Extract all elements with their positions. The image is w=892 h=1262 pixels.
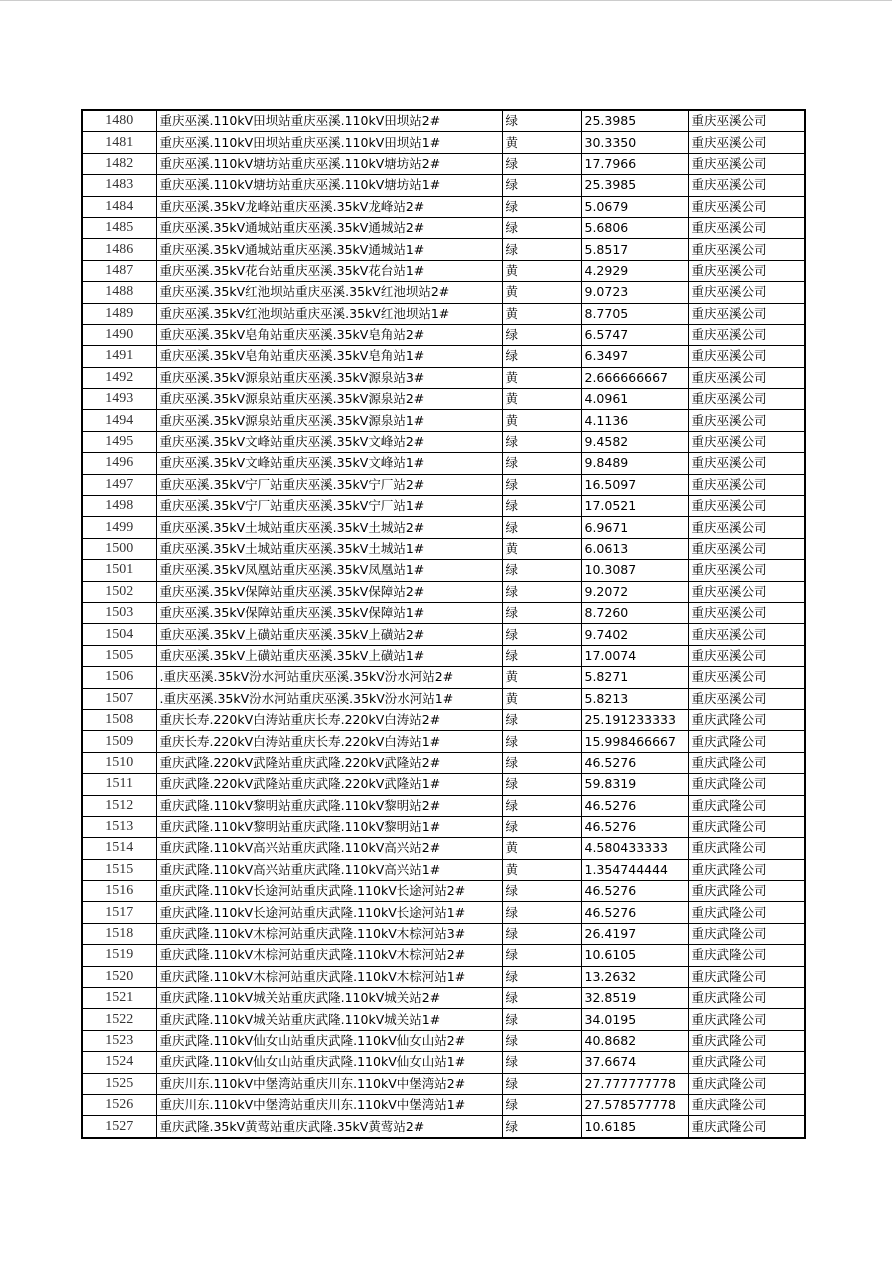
company-cell: 重庆武隆公司	[688, 966, 805, 987]
value-cell: 9.0723	[581, 282, 688, 303]
value-cell: 46.5276	[581, 752, 688, 773]
value-cell: 4.1136	[581, 410, 688, 431]
value-cell: 10.6185	[581, 1116, 688, 1138]
status-color-cell: 黄	[502, 367, 581, 388]
status-color-cell: 绿	[502, 945, 581, 966]
company-cell: 重庆巫溪公司	[688, 110, 805, 132]
value-cell: 25.191233333	[581, 709, 688, 730]
company-cell: 重庆巫溪公司	[688, 667, 805, 688]
table-row	[82, 688, 805, 709]
value-cell: 27.578577778	[581, 1094, 688, 1115]
status-color-cell: 绿	[502, 709, 581, 730]
company-cell: 重庆武隆公司	[688, 795, 805, 816]
value-cell: 17.0074	[581, 645, 688, 666]
value-cell: 9.7402	[581, 624, 688, 645]
company-cell: 重庆巫溪公司	[688, 581, 805, 602]
table-row	[82, 1009, 805, 1030]
value-cell: 17.0521	[581, 496, 688, 517]
status-color-cell: 绿	[502, 795, 581, 816]
company-cell: 重庆巫溪公司	[688, 175, 805, 196]
company-cell: 重庆武隆公司	[688, 752, 805, 773]
value-cell: 26.4197	[581, 923, 688, 944]
status-color-cell: 绿	[502, 1116, 581, 1138]
value-cell: 13.2632	[581, 966, 688, 987]
value-cell: 10.3087	[581, 560, 688, 581]
row-number-cell: 1495	[82, 431, 156, 452]
value-cell: 46.5276	[581, 902, 688, 923]
status-color-cell: 绿	[502, 153, 581, 174]
company-cell: 重庆武隆公司	[688, 816, 805, 837]
status-color-cell: 绿	[502, 902, 581, 923]
company-cell: 重庆巫溪公司	[688, 153, 805, 174]
row-number-cell: 1501	[82, 560, 156, 581]
company-cell: 重庆巫溪公司	[688, 431, 805, 452]
row-number-cell: 1504	[82, 624, 156, 645]
company-cell: 重庆巫溪公司	[688, 303, 805, 324]
station-name-cell: 重庆巫溪.35kV红池坝站重庆巫溪.35kV红池坝站2#	[156, 282, 502, 303]
status-color-cell: 绿	[502, 239, 581, 260]
company-cell: 重庆武隆公司	[688, 1030, 805, 1051]
station-name-cell: 重庆巫溪.35kV文峰站重庆巫溪.35kV文峰站2#	[156, 431, 502, 452]
table-row	[82, 453, 805, 474]
value-cell: 15.998466667	[581, 731, 688, 752]
row-number-cell: 1493	[82, 389, 156, 410]
station-name-cell: 重庆巫溪.35kV皂角站重庆巫溪.35kV皂角站2#	[156, 324, 502, 345]
company-cell: 重庆巫溪公司	[688, 239, 805, 260]
station-name-cell: 重庆武隆.110kV高兴站重庆武隆.110kV高兴站1#	[156, 859, 502, 880]
row-number-cell: 1518	[82, 923, 156, 944]
data-table	[81, 109, 806, 1139]
company-cell: 重庆巫溪公司	[688, 367, 805, 388]
table-row	[82, 752, 805, 773]
value-cell: 46.5276	[581, 795, 688, 816]
status-color-cell: 黄	[502, 132, 581, 153]
station-name-cell: 重庆巫溪.110kV塘坊站重庆巫溪.110kV塘坊站1#	[156, 175, 502, 196]
value-cell: 5.8517	[581, 239, 688, 260]
company-cell: 重庆武隆公司	[688, 709, 805, 730]
station-name-cell: 重庆武隆.110kV黎明站重庆武隆.110kV黎明站1#	[156, 816, 502, 837]
company-cell: 重庆巫溪公司	[688, 624, 805, 645]
table-row	[82, 966, 805, 987]
company-cell: 重庆武隆公司	[688, 1094, 805, 1115]
value-cell: 16.5097	[581, 474, 688, 495]
value-cell: 5.0679	[581, 196, 688, 217]
value-cell: 34.0195	[581, 1009, 688, 1030]
row-number-cell: 1500	[82, 538, 156, 559]
table-row	[82, 795, 805, 816]
station-name-cell: 重庆巫溪.35kV龙峰站重庆巫溪.35kV龙峰站2#	[156, 196, 502, 217]
table-row	[82, 196, 805, 217]
table-row	[82, 1116, 805, 1138]
row-number-cell: 1526	[82, 1094, 156, 1115]
value-cell: 1.354744444	[581, 859, 688, 880]
company-cell: 重庆巫溪公司	[688, 517, 805, 538]
table-row	[82, 667, 805, 688]
station-name-cell: 重庆川东.110kV中堡湾站重庆川东.110kV中堡湾站2#	[156, 1073, 502, 1094]
table-row	[82, 132, 805, 153]
company-cell: 重庆武隆公司	[688, 881, 805, 902]
company-cell: 重庆武隆公司	[688, 1052, 805, 1073]
table-row	[82, 581, 805, 602]
station-name-cell: 重庆武隆.110kV仙女山站重庆武隆.110kV仙女山站1#	[156, 1052, 502, 1073]
table-row	[82, 153, 805, 174]
station-name-cell: 重庆巫溪.35kV源泉站重庆巫溪.35kV源泉站1#	[156, 410, 502, 431]
value-cell: 25.3985	[581, 175, 688, 196]
status-color-cell: 绿	[502, 517, 581, 538]
status-color-cell: 绿	[502, 110, 581, 132]
status-color-cell: 绿	[502, 560, 581, 581]
value-cell: 9.4582	[581, 431, 688, 452]
value-cell: 4.580433333	[581, 838, 688, 859]
company-cell: 重庆巫溪公司	[688, 560, 805, 581]
status-color-cell: 黄	[502, 688, 581, 709]
table-row	[82, 389, 805, 410]
station-name-cell: 重庆武隆.220kV武隆站重庆武隆.220kV武隆站2#	[156, 752, 502, 773]
status-color-cell: 绿	[502, 881, 581, 902]
row-number-cell: 1516	[82, 881, 156, 902]
company-cell: 重庆巫溪公司	[688, 389, 805, 410]
table-row	[82, 538, 805, 559]
value-cell: 4.0961	[581, 389, 688, 410]
station-name-cell: 重庆武隆.35kV黄莺站重庆武隆.35kV黄莺站2#	[156, 1116, 502, 1138]
value-cell: 5.8271	[581, 667, 688, 688]
row-number-cell: 1509	[82, 731, 156, 752]
status-color-cell: 绿	[502, 474, 581, 495]
status-color-cell: 绿	[502, 923, 581, 944]
station-name-cell: 重庆长寿.220kV白涛站重庆长寿.220kV白涛站2#	[156, 709, 502, 730]
station-name-cell: 重庆武隆.110kV仙女山站重庆武隆.110kV仙女山站2#	[156, 1030, 502, 1051]
station-name-cell: 重庆巫溪.110kV田坝站重庆巫溪.110kV田坝站2#	[156, 110, 502, 132]
row-number-cell: 1496	[82, 453, 156, 474]
row-number-cell: 1508	[82, 709, 156, 730]
row-number-cell: 1483	[82, 175, 156, 196]
row-number-cell: 1505	[82, 645, 156, 666]
company-cell: 重庆武隆公司	[688, 731, 805, 752]
station-name-cell: 重庆巫溪.35kV保障站重庆巫溪.35kV保障站1#	[156, 602, 502, 623]
table-row	[82, 496, 805, 517]
table-row	[82, 410, 805, 431]
row-number-cell: 1490	[82, 324, 156, 345]
row-number-cell: 1510	[82, 752, 156, 773]
table-row	[82, 881, 805, 902]
station-name-cell: 重庆巫溪.35kV土城站重庆巫溪.35kV土城站1#	[156, 538, 502, 559]
row-number-cell: 1481	[82, 132, 156, 153]
status-color-cell: 黄	[502, 538, 581, 559]
company-cell: 重庆武隆公司	[688, 838, 805, 859]
status-color-cell: 绿	[502, 752, 581, 773]
station-name-cell: 重庆武隆.110kV高兴站重庆武隆.110kV高兴站2#	[156, 838, 502, 859]
status-color-cell: 绿	[502, 324, 581, 345]
row-number-cell: 1522	[82, 1009, 156, 1030]
table-row	[82, 560, 805, 581]
company-cell: 重庆巫溪公司	[688, 496, 805, 517]
company-cell: 重庆武隆公司	[688, 1073, 805, 1094]
station-name-cell: 重庆巫溪.35kV源泉站重庆巫溪.35kV源泉站3#	[156, 367, 502, 388]
company-cell: 重庆巫溪公司	[688, 453, 805, 474]
station-name-cell: 重庆巫溪.35kV宁厂站重庆巫溪.35kV宁厂站2#	[156, 474, 502, 495]
company-cell: 重庆武隆公司	[688, 859, 805, 880]
status-color-cell: 黄	[502, 410, 581, 431]
company-cell: 重庆武隆公司	[688, 923, 805, 944]
value-cell: 10.6105	[581, 945, 688, 966]
company-cell: 重庆巫溪公司	[688, 282, 805, 303]
station-name-cell: 重庆武隆.110kV黎明站重庆武隆.110kV黎明站2#	[156, 795, 502, 816]
status-color-cell: 绿	[502, 1030, 581, 1051]
table-row	[82, 838, 805, 859]
company-cell: 重庆巫溪公司	[688, 132, 805, 153]
station-name-cell: 重庆武隆.110kV城关站重庆武隆.110kV城关站2#	[156, 988, 502, 1009]
station-name-cell: 重庆巫溪.35kV通城站重庆巫溪.35kV通城站1#	[156, 239, 502, 260]
station-name-cell: 重庆武隆.110kV长途河站重庆武隆.110kV长途河站1#	[156, 902, 502, 923]
table-row	[82, 1030, 805, 1051]
value-cell: 27.777777778	[581, 1073, 688, 1094]
table-row	[82, 303, 805, 324]
company-cell: 重庆武隆公司	[688, 774, 805, 795]
value-cell: 4.2929	[581, 260, 688, 281]
value-cell: 32.8519	[581, 988, 688, 1009]
table-row	[82, 731, 805, 752]
company-cell: 重庆巫溪公司	[688, 602, 805, 623]
company-cell: 重庆巫溪公司	[688, 410, 805, 431]
station-name-cell: 重庆巫溪.35kV通城站重庆巫溪.35kV通城站2#	[156, 217, 502, 238]
station-name-cell: 重庆武隆.110kV木棕河站重庆武隆.110kV木棕河站2#	[156, 945, 502, 966]
status-color-cell: 绿	[502, 1094, 581, 1115]
station-name-cell: 重庆巫溪.110kV塘坊站重庆巫溪.110kV塘坊站2#	[156, 153, 502, 174]
station-name-cell: 重庆长寿.220kV白涛站重庆长寿.220kV白涛站1#	[156, 731, 502, 752]
row-number-cell: 1514	[82, 838, 156, 859]
station-name-cell: 重庆武隆.110kV城关站重庆武隆.110kV城关站1#	[156, 1009, 502, 1030]
row-number-cell: 1519	[82, 945, 156, 966]
company-cell: 重庆巫溪公司	[688, 474, 805, 495]
value-cell: 8.7705	[581, 303, 688, 324]
row-number-cell: 1487	[82, 260, 156, 281]
value-cell: 40.8682	[581, 1030, 688, 1051]
row-number-cell: 1527	[82, 1116, 156, 1138]
status-color-cell: 绿	[502, 624, 581, 645]
row-number-cell: 1484	[82, 196, 156, 217]
table-row	[82, 816, 805, 837]
table-row	[82, 474, 805, 495]
table-row	[82, 709, 805, 730]
row-number-cell: 1506	[82, 667, 156, 688]
status-color-cell: 绿	[502, 346, 581, 367]
row-number-cell: 1488	[82, 282, 156, 303]
station-name-cell: 重庆巫溪.35kV上磺站重庆巫溪.35kV上磺站1#	[156, 645, 502, 666]
table-row	[82, 324, 805, 345]
status-color-cell: 绿	[502, 1073, 581, 1094]
table-row	[82, 902, 805, 923]
status-color-cell: 绿	[502, 581, 581, 602]
station-name-cell: 重庆巫溪.35kV上磺站重庆巫溪.35kV上磺站2#	[156, 624, 502, 645]
station-name-cell: 重庆巫溪.35kV土城站重庆巫溪.35kV土城站2#	[156, 517, 502, 538]
table-row	[82, 260, 805, 281]
row-number-cell: 1482	[82, 153, 156, 174]
table-row	[82, 988, 805, 1009]
status-color-cell: 黄	[502, 838, 581, 859]
row-number-cell: 1513	[82, 816, 156, 837]
station-name-cell: 重庆武隆.110kV木棕河站重庆武隆.110kV木棕河站1#	[156, 966, 502, 987]
value-cell: 17.7966	[581, 153, 688, 174]
company-cell: 重庆巫溪公司	[688, 688, 805, 709]
station-name-cell: 重庆巫溪.35kV文峰站重庆巫溪.35kV文峰站1#	[156, 453, 502, 474]
row-number-cell: 1485	[82, 217, 156, 238]
row-number-cell: 1492	[82, 367, 156, 388]
status-color-cell: 绿	[502, 217, 581, 238]
table-row	[82, 217, 805, 238]
status-color-cell: 黄	[502, 282, 581, 303]
company-cell: 重庆巫溪公司	[688, 346, 805, 367]
value-cell: 6.9671	[581, 517, 688, 538]
company-cell: 重庆武隆公司	[688, 988, 805, 1009]
status-color-cell: 绿	[502, 602, 581, 623]
station-name-cell: 重庆武隆.220kV武隆站重庆武隆.220kV武隆站1#	[156, 774, 502, 795]
table-row	[82, 1073, 805, 1094]
table-row	[82, 346, 805, 367]
status-color-cell: 绿	[502, 496, 581, 517]
station-name-cell: 重庆巫溪.35kV红池坝站重庆巫溪.35kV红池坝站1#	[156, 303, 502, 324]
row-number-cell: 1498	[82, 496, 156, 517]
status-color-cell: 黄	[502, 260, 581, 281]
station-name-cell: 重庆武隆.110kV长途河站重庆武隆.110kV长途河站2#	[156, 881, 502, 902]
company-cell: 重庆巫溪公司	[688, 260, 805, 281]
value-cell: 46.5276	[581, 881, 688, 902]
value-cell: 6.5747	[581, 324, 688, 345]
company-cell: 重庆巫溪公司	[688, 196, 805, 217]
value-cell: 5.8213	[581, 688, 688, 709]
table-row	[82, 175, 805, 196]
station-name-cell: 重庆川东.110kV中堡湾站重庆川东.110kV中堡湾站1#	[156, 1094, 502, 1115]
value-cell: 9.8489	[581, 453, 688, 474]
value-cell: 6.0613	[581, 538, 688, 559]
table-row	[82, 367, 805, 388]
table-row	[82, 645, 805, 666]
value-cell: 5.6806	[581, 217, 688, 238]
status-color-cell: 绿	[502, 453, 581, 474]
station-name-cell: 重庆巫溪.35kV花台站重庆巫溪.35kV花台站1#	[156, 260, 502, 281]
company-cell: 重庆巫溪公司	[688, 217, 805, 238]
row-number-cell: 1520	[82, 966, 156, 987]
table-row	[82, 774, 805, 795]
row-number-cell: 1512	[82, 795, 156, 816]
station-name-cell: 重庆巫溪.35kV源泉站重庆巫溪.35kV源泉站2#	[156, 389, 502, 410]
table-row	[82, 624, 805, 645]
row-number-cell: 1521	[82, 988, 156, 1009]
company-cell: 重庆巫溪公司	[688, 324, 805, 345]
row-number-cell: 1489	[82, 303, 156, 324]
status-color-cell: 绿	[502, 731, 581, 752]
company-cell: 重庆武隆公司	[688, 945, 805, 966]
value-cell: 2.666666667	[581, 367, 688, 388]
value-cell: 46.5276	[581, 816, 688, 837]
table-row	[82, 239, 805, 260]
row-number-cell: 1497	[82, 474, 156, 495]
status-color-cell: 黄	[502, 389, 581, 410]
company-cell: 重庆武隆公司	[688, 1116, 805, 1138]
row-number-cell: 1499	[82, 517, 156, 538]
row-number-cell: 1486	[82, 239, 156, 260]
status-color-cell: 绿	[502, 431, 581, 452]
status-color-cell: 黄	[502, 667, 581, 688]
row-number-cell: 1503	[82, 602, 156, 623]
value-cell: 30.3350	[581, 132, 688, 153]
table-row	[82, 945, 805, 966]
status-color-cell: 绿	[502, 1052, 581, 1073]
row-number-cell: 1523	[82, 1030, 156, 1051]
table-row	[82, 859, 805, 880]
status-color-cell: 绿	[502, 196, 581, 217]
station-name-cell: 重庆巫溪.35kV凤凰站重庆巫溪.35kV凤凰站1#	[156, 560, 502, 581]
station-name-cell: .重庆巫溪.35kV汾水河站重庆巫溪.35kV汾水河站2#	[156, 667, 502, 688]
value-cell: 25.3985	[581, 110, 688, 132]
company-cell: 重庆巫溪公司	[688, 645, 805, 666]
table-row	[82, 1052, 805, 1073]
station-name-cell: 重庆巫溪.35kV保障站重庆巫溪.35kV保障站2#	[156, 581, 502, 602]
station-name-cell: .重庆巫溪.35kV汾水河站重庆巫溪.35kV汾水河站1#	[156, 688, 502, 709]
status-color-cell: 绿	[502, 1009, 581, 1030]
company-cell: 重庆武隆公司	[688, 1009, 805, 1030]
value-cell: 37.6674	[581, 1052, 688, 1073]
table-row	[82, 431, 805, 452]
table-row	[82, 602, 805, 623]
row-number-cell: 1511	[82, 774, 156, 795]
status-color-cell: 黄	[502, 859, 581, 880]
value-cell: 9.2072	[581, 581, 688, 602]
company-cell: 重庆武隆公司	[688, 902, 805, 923]
table-row	[82, 923, 805, 944]
value-cell: 6.3497	[581, 346, 688, 367]
table-row	[82, 110, 805, 132]
status-color-cell: 绿	[502, 988, 581, 1009]
row-number-cell: 1502	[82, 581, 156, 602]
value-cell: 59.8319	[581, 774, 688, 795]
row-number-cell: 1525	[82, 1073, 156, 1094]
station-name-cell: 重庆武隆.110kV木棕河站重庆武隆.110kV木棕河站3#	[156, 923, 502, 944]
status-color-cell: 黄	[502, 303, 581, 324]
station-name-cell: 重庆巫溪.35kV皂角站重庆巫溪.35kV皂角站1#	[156, 346, 502, 367]
row-number-cell: 1507	[82, 688, 156, 709]
status-color-cell: 绿	[502, 774, 581, 795]
station-name-cell: 重庆巫溪.35kV宁厂站重庆巫溪.35kV宁厂站1#	[156, 496, 502, 517]
status-color-cell: 绿	[502, 175, 581, 196]
status-color-cell: 绿	[502, 645, 581, 666]
row-number-cell: 1480	[82, 110, 156, 132]
value-cell: 8.7260	[581, 602, 688, 623]
status-color-cell: 绿	[502, 816, 581, 837]
row-number-cell: 1494	[82, 410, 156, 431]
row-number-cell: 1517	[82, 902, 156, 923]
table-row	[82, 1094, 805, 1115]
status-color-cell: 绿	[502, 966, 581, 987]
table-row	[82, 517, 805, 538]
row-number-cell: 1491	[82, 346, 156, 367]
station-name-cell: 重庆巫溪.110kV田坝站重庆巫溪.110kV田坝站1#	[156, 132, 502, 153]
row-number-cell: 1515	[82, 859, 156, 880]
table-row	[82, 282, 805, 303]
row-number-cell: 1524	[82, 1052, 156, 1073]
company-cell: 重庆巫溪公司	[688, 538, 805, 559]
